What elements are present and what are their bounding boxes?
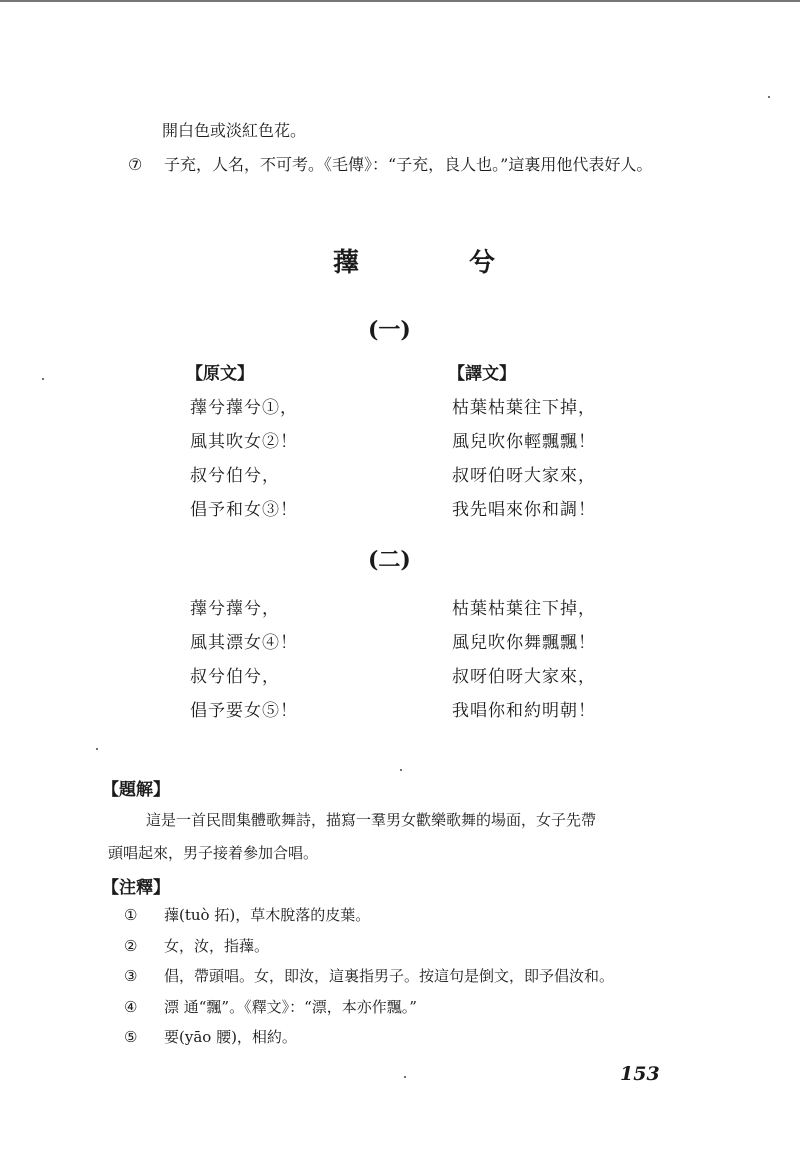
stanza2-original-line: 風其漂女④！ (190, 633, 298, 653)
stanza2-original-line: 倡予要女⑤！ (190, 701, 298, 721)
scan-speck (42, 378, 44, 380)
page-number: 153 (620, 1063, 660, 1085)
annotation-item (124, 904, 370, 925)
section-heading-2: (二) (368, 547, 411, 573)
previous-note-7 (128, 152, 652, 175)
stanza1-translation-line: 我先唱來你和調！ (452, 500, 596, 520)
note-text: 子充，人名，不可考。《毛傳》：“子充，良人也。”這裏用他代表好人。 (164, 155, 653, 174)
stanza2-translation-line: 風兒吹你舞飄飄！ (452, 633, 596, 653)
stanza1-original-line: 叔兮伯兮， (190, 466, 280, 486)
carryover-text: 開白色或淡紅色花。 (162, 121, 307, 140)
stanza2-translation-line: 叔呀伯呀大家來， (452, 667, 596, 687)
tijie-heading: 【題解】 (102, 780, 170, 800)
note-number: ⑦ (128, 155, 143, 174)
annotation-text: 蘀(tuò 拓)，草木脫落的皮葉。 (164, 906, 371, 924)
stanza1-original-line: 倡予和女③！ (190, 500, 298, 520)
stanza2-original-line: 叔兮伯兮， (190, 667, 280, 687)
stanza1-original-line: 風其吹女②！ (190, 432, 298, 452)
annotation-item (124, 935, 269, 956)
stanza1-original-line: 蘀兮蘀兮①， (190, 398, 298, 418)
stanza1-translation-line: 叔呀伯呀大家來， (452, 466, 596, 486)
tijie-line: 頭唱起來，男子接着參加合唱。 (108, 844, 319, 862)
annotation-text: 女，汝，指蘀。 (164, 937, 270, 955)
tijie-line: 這是一首民間集體歌舞詩，描寫一羣男女歡樂歌舞的場面，女子先帶 (146, 811, 597, 829)
annotation-text: 漂 通“飄”。《釋文》：“漂，本亦作飄。” (164, 998, 417, 1016)
annotation-text: 倡，帶頭唱。女，即汝，這裏指男子。按這句是倒文，即予倡汝和。 (164, 967, 615, 985)
stanza2-translation-line: 枯葉枯葉往下掉， (452, 599, 596, 619)
original-column-heading: 【原文】 (186, 364, 254, 384)
annotation-text: 要(yāo 腰)，相約。 (164, 1028, 297, 1046)
annotation-number: ④ (124, 998, 138, 1016)
zhushi-heading: 【注釋】 (102, 878, 170, 898)
annotation-number: ⑤ (124, 1028, 138, 1046)
stanza2-original-line: 蘀兮蘀兮， (190, 599, 280, 619)
scan-speck (404, 1076, 406, 1078)
annotation-item (124, 996, 417, 1017)
annotation-number: ① (124, 906, 138, 924)
top-border-line (0, 0, 800, 2)
scan-speck (96, 748, 98, 750)
scan-speck (768, 96, 770, 98)
translation-column-heading: 【譯文】 (448, 364, 516, 384)
annotation-number: ② (124, 937, 138, 955)
poem-title: 蘀 兮 (333, 248, 538, 278)
scan-speck (400, 769, 402, 771)
stanza1-translation-line: 風兒吹你輕飄飄！ (452, 432, 596, 452)
annotation-number: ③ (124, 967, 138, 985)
annotation-item (124, 1026, 297, 1047)
stanza2-translation-line: 我唱你和約明朝！ (452, 701, 596, 721)
annotation-item (124, 965, 614, 986)
stanza1-translation-line: 枯葉枯葉往下掉， (452, 398, 596, 418)
section-heading-1: (一) (368, 317, 411, 343)
